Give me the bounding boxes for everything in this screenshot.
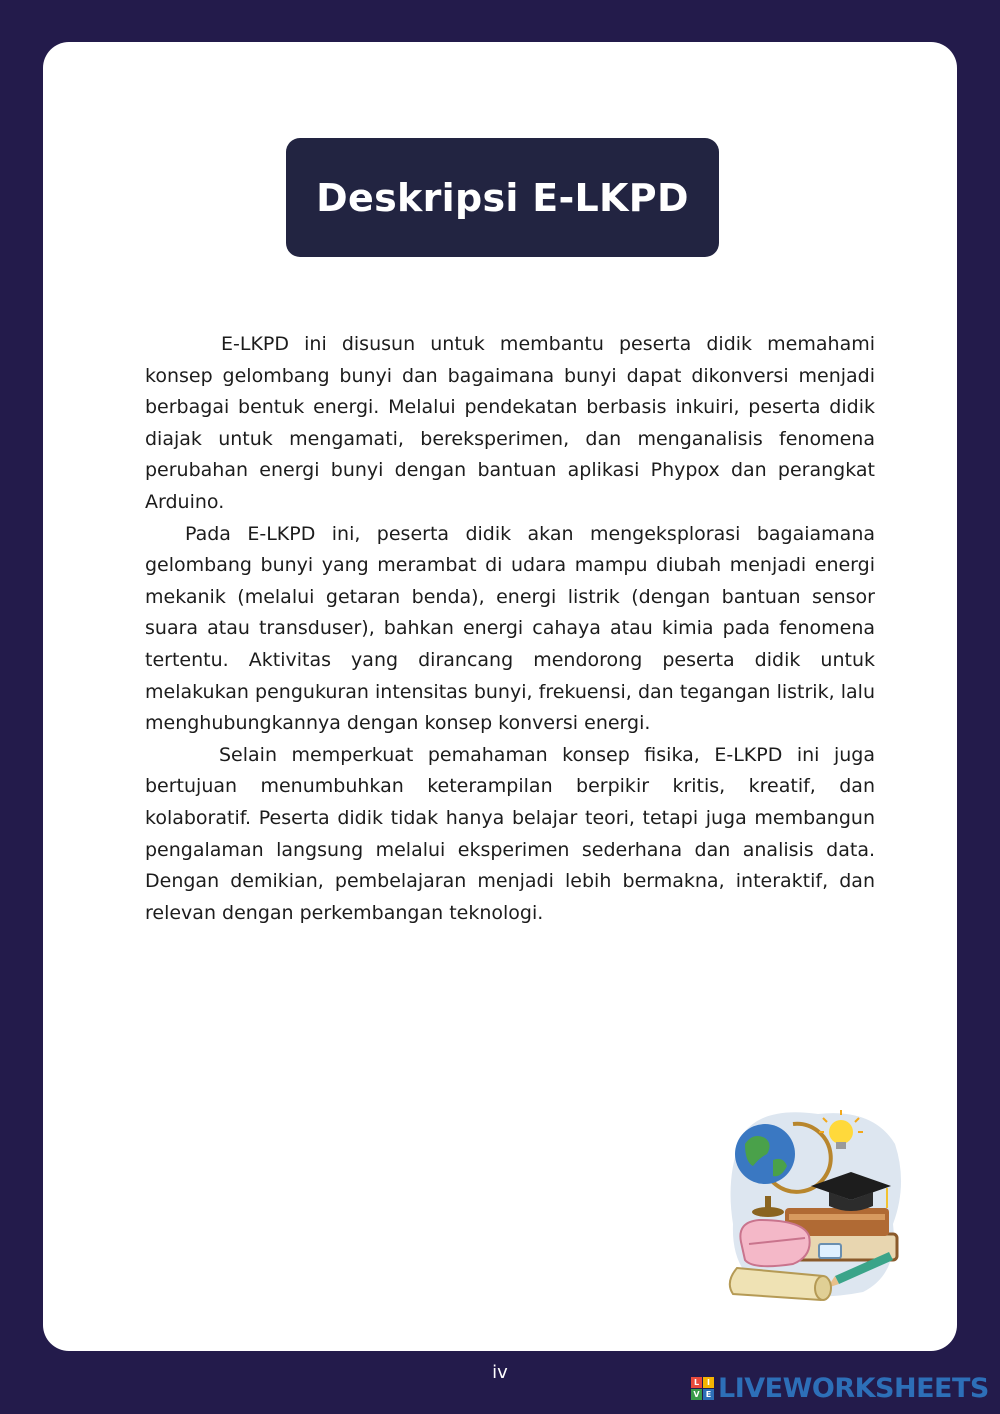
education-supplies-icon (723, 1104, 908, 1304)
logo-letter: I (703, 1377, 714, 1388)
page-title: Deskripsi E-LKPD (316, 175, 689, 220)
logo-wordmark: LIVEWORKSHEETS (718, 1373, 989, 1404)
description-body (145, 329, 875, 929)
paragraph-1: E-LKPD ini disusun untuk membantu peserta didik memahami konsep gelombang bunyi dan bagaimana bunyi dapat dikonversi menjadi berbagai bentuk energi. Melalui pendekatan berbasis inkuiri, peserta didik diajak untuk mengamati, bereksperimen, dan menganalisis fenomena perubahan energi bunyi dengan bantuan aplikasi Phypox dan perangkat Arduino. (145, 333, 875, 513)
logo-letter: L (691, 1377, 702, 1388)
logo-letter: V (691, 1389, 702, 1400)
title-banner (286, 138, 719, 257)
paragraph-2: Pada E-LKPD ini, peserta didik akan mengeksplorasi bagaiamana gelombang bunyi yang merambat di udara mampu diubah menjadi energi mekanik (melalui getaran benda), energi listrik (dengan bantuan sensor suara atau transduser), bahkan energi cahaya atau kimia pada fenomena tertentu. Aktivitas yang dirancang mendorong peserta didik untuk melakukan pengukuran intensitas bunyi, frekuensi, dan tegangan listrik, lalu menghubungkannya dengan konsep konversi energi. (145, 522, 875, 735)
logo-mark-icon (691, 1377, 714, 1400)
paragraph-3: Selain memperkuat pemahaman konsep fisika, E-LKPD ini juga bertujuan menumbuhkan keterampilan berpikir kritis, kreatif, dan kolaboratif. Peserta didik tidak hanya belajar teori, tetapi juga membangun pengalaman langsung melalui eksperimen sederhana dan analisis data. Dengan demikian, pembelajaran menjadi lebih bermakna, interaktif, dan relevan dengan perkembangan teknologi. (145, 743, 875, 924)
document-page (43, 42, 957, 1351)
page-number: iv (492, 1362, 508, 1383)
logo-letter: E (703, 1389, 714, 1400)
liveworksheets-logo (691, 1373, 989, 1404)
